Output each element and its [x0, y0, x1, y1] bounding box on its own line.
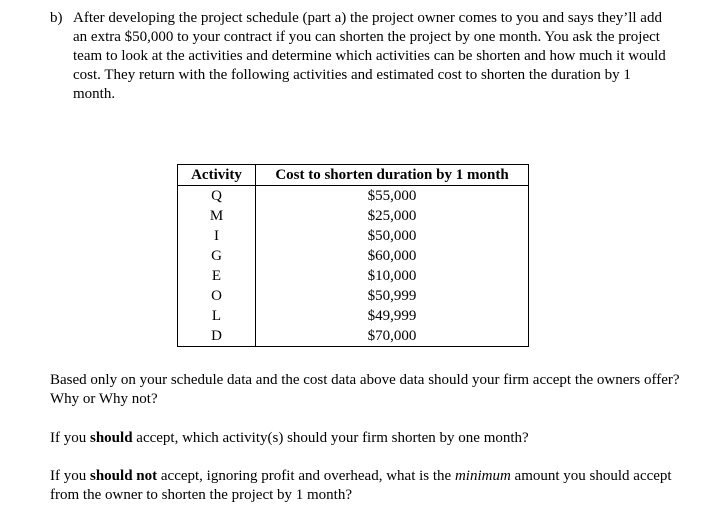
table-row [178, 246, 529, 266]
activity-cell: M [178, 206, 256, 226]
cost-table [177, 164, 529, 347]
activity-cell: O [178, 286, 256, 306]
cost-cell: $10,000 [256, 266, 529, 286]
activity-cell: G [178, 246, 256, 266]
activity-cell: I [178, 226, 256, 246]
q3-middle: accept, ignoring profit and overhead, what is the [157, 468, 455, 484]
activity-cell: Q [178, 186, 256, 207]
q3-bold: should not [90, 468, 158, 484]
question-accept-offer [50, 371, 680, 409]
cost-cell: $50,000 [256, 226, 529, 246]
cost-cell: $60,000 [256, 246, 529, 266]
table-row [178, 326, 529, 347]
table-header-row [178, 165, 529, 186]
q3-before: If you [50, 468, 90, 484]
table-row [178, 266, 529, 286]
table-row [178, 226, 529, 246]
cost-cell: $70,000 [256, 326, 529, 347]
q3-after: amount you should accept from the owner to shorten the project by 1 month? [50, 468, 672, 503]
cost-cell: $49,999 [256, 306, 529, 326]
activity-cell: L [178, 306, 256, 326]
question-minimum-amount [50, 467, 680, 505]
question-accept-offer-text: Based only on your schedule data and the cost data above data should your firm accept the owners offer? Why or Why not? [50, 372, 680, 407]
part-b-section [50, 9, 670, 104]
cost-cell: $25,000 [256, 206, 529, 226]
part-b-marker: b) [50, 10, 63, 26]
question-which-activity-text [50, 429, 680, 448]
part-b-paragraph: After developing the project schedule (part a) the project owner comes to you and says they’ll add an extra $50,000 to your contract if you can shorten the project by one month. You ask the project team to look at the activities and determine which activities can be shorten and how much it would cost. They return with the following activities and estimated cost to shorten the duration by 1 month. [73, 10, 666, 102]
table-row [178, 206, 529, 226]
q3-italic: minimum [454, 468, 511, 484]
table-row [178, 186, 529, 207]
q2-before: If you [50, 430, 90, 446]
cost-table-container [177, 164, 529, 347]
header-cost: Cost to shorten duration by 1 month [256, 165, 529, 186]
cost-cell: $55,000 [256, 186, 529, 207]
activity-cell: D [178, 326, 256, 347]
q2-after: accept, which activity(s) should your firm shorten by one month? [132, 430, 529, 446]
question-minimum-amount-text [50, 467, 680, 505]
table-row [178, 286, 529, 306]
cost-cell: $50,999 [256, 286, 529, 306]
header-activity: Activity [178, 165, 256, 186]
q2-bold: should [90, 430, 133, 446]
question-which-activity [50, 429, 680, 448]
table-row [178, 306, 529, 326]
activity-cell: E [178, 266, 256, 286]
